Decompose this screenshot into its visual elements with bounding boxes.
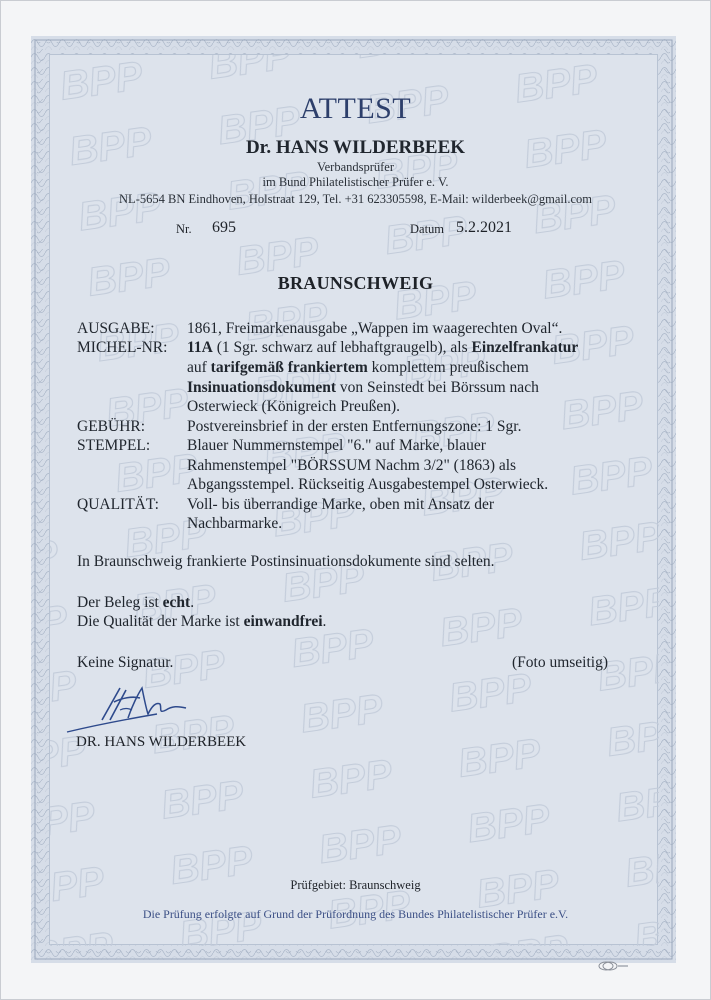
certificate-title: ATTEST: [299, 92, 412, 125]
nr-label: Nr.: [176, 222, 192, 236]
signer-name: DR. HANS WILDERBEEK: [76, 734, 247, 750]
michel-label: MICHEL-NR:: [77, 339, 168, 356]
rarity-remark: In Braunschweig frankierte Postinsinuationsdokumente sind selten.: [77, 553, 495, 570]
michel-komplett: komplettem preußischem: [367, 359, 529, 376]
michel-tarif: tarifgemäß frankiertem: [210, 359, 368, 376]
section-heading: BRAUNSCHWEIG: [277, 273, 434, 293]
stempel-line-3: Abgangsstempel. Rückseitig Ausgabestempel Osterwieck.: [187, 476, 549, 493]
michel-line-2: [187, 359, 529, 377]
datum-label: Datum: [410, 222, 445, 236]
michel-einzelfrankatur: Einzelfrankatur: [471, 339, 579, 356]
beleg-verdict: echt: [162, 594, 191, 611]
quality-verdict: einwandfrei: [243, 613, 323, 630]
quality-prefix: Die Qualität der Marke ist: [77, 613, 244, 630]
expert-role: Verbandsprüfer: [316, 160, 395, 174]
michel-number: 11A: [187, 339, 213, 356]
ausgabe-text: 1861, Freimarkenausgabe „Wappen im waagerechten Oval“.: [187, 320, 563, 337]
expert-address: NL-5654 BN Eindhoven, Holstraat 129, Tel. +31 623305598, E-Mail: wilderbeek@gmail.com: [119, 192, 592, 206]
michel-insinuation: Insinuationsdokument: [187, 379, 337, 396]
photo-note: (Foto umseitig): [512, 654, 609, 671]
michel-auf: auf: [187, 359, 211, 376]
quality-period: .: [322, 613, 327, 630]
stempel-line-2: Rahmenstempel "BÖRSSUM Nachm 3/2" (1863) als: [187, 457, 517, 474]
michel-line-1: [187, 339, 578, 357]
qualitaet-line-2: Nachbarmarke.: [187, 515, 283, 532]
expert-association: im Bund Philatelistischer Prüfer e. V.: [262, 175, 449, 189]
beleg-period: .: [190, 594, 195, 611]
michel-route: von Seinstedt bei Börssum nach: [336, 379, 539, 396]
footer-note: Die Prüfung erfolgte auf Grund der Prüfordnung des Bundes Philatelistischer Prüfer e.V.: [142, 907, 569, 921]
michel-desc: (1 Sgr. schwarz auf lebhaftgraugelb), als: [212, 339, 472, 356]
qualitaet-label: QUALITÄT:: [77, 496, 159, 513]
expert-name: Dr. HANS WILDERBEEK: [245, 137, 466, 158]
michel-line-4: Osterwieck (Königreich Preußen).: [187, 398, 401, 415]
beleg-prefix: Der Beleg ist: [77, 594, 163, 611]
ausgabe-label: AUSGABE:: [77, 320, 155, 337]
beleg-statement: [77, 594, 194, 612]
qualitaet-line-1: Voll- bis überrandige Marke, oben mit Ansatz der: [187, 496, 495, 513]
datum-value: 5.2.2021: [456, 219, 512, 236]
gebuehr-text: Postvereinsbrief in der ersten Entfernungszone: 1 Sgr.: [187, 418, 522, 435]
signatur-note: Keine Signatur.: [77, 654, 174, 671]
stempel-line-1: Blauer Nummernstempel "6." auf Marke, blauer: [187, 437, 486, 454]
gebuehr-label: GEBÜHR:: [77, 418, 146, 435]
stempel-label: STEMPEL:: [77, 437, 151, 454]
handwritten-signature: [62, 680, 202, 740]
michel-line-3: [187, 379, 539, 397]
nr-value: 695: [212, 219, 236, 236]
security-paper-logo-icon: [598, 961, 628, 971]
pruefgebiet: Prüfgebiet: Braunschweig: [290, 878, 421, 892]
quality-statement: [77, 613, 326, 631]
